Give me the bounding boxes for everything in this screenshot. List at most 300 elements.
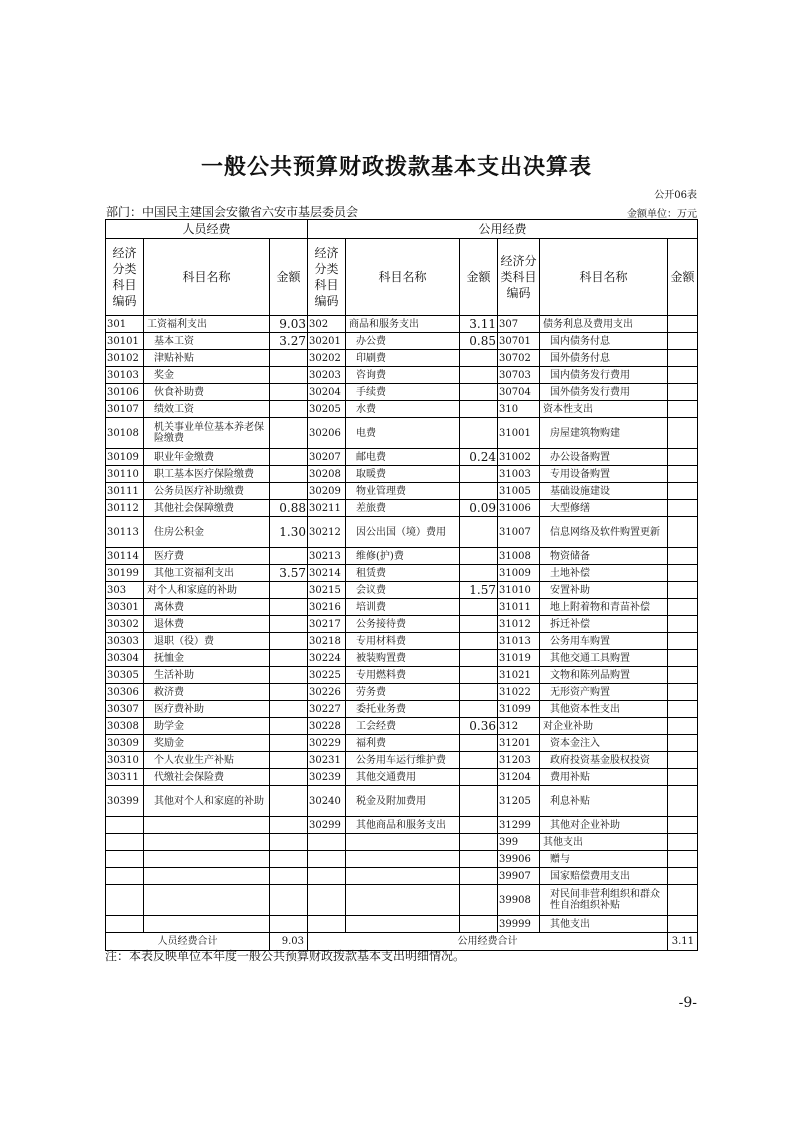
table-row: [106, 633, 698, 650]
item-name-cell: 公务接待费: [346, 616, 460, 633]
amount-cell: [668, 834, 698, 851]
table-row: [106, 500, 698, 517]
item-name-cell: 专用燃料费: [346, 667, 460, 684]
item-name-cell: 咨询费: [346, 367, 460, 384]
table-row: [106, 667, 698, 684]
item-name-cell: 委托业务费: [346, 701, 460, 718]
amount-cell: [270, 701, 308, 718]
economic-code-cell: 303: [106, 582, 144, 599]
economic-code-cell: 30216: [308, 599, 346, 616]
amount-cell: 0.24: [460, 449, 498, 466]
economic-code-cell: 30311: [106, 769, 144, 786]
table-row: [106, 851, 698, 868]
economic-code-cell: 399: [498, 834, 540, 851]
economic-code-cell: 30214: [308, 565, 346, 582]
amount-cell: [668, 868, 698, 885]
amount-cell: [668, 350, 698, 367]
amount-cell: [460, 701, 498, 718]
economic-code-cell: 31205: [498, 786, 540, 817]
table-row: [106, 548, 698, 565]
economic-code-cell: 30207: [308, 449, 346, 466]
item-name-cell: 专用材料费: [346, 633, 460, 650]
table-row: [106, 752, 698, 769]
economic-code-cell: [308, 851, 346, 868]
amount-cell: [668, 616, 698, 633]
economic-code-cell: 302: [308, 316, 346, 333]
table-row: [106, 333, 698, 350]
economic-code-cell: 31012: [498, 616, 540, 633]
economic-code-cell: 30205: [308, 401, 346, 418]
amount-cell: [460, 565, 498, 582]
economic-code-cell: 30101: [106, 333, 144, 350]
form-code: 公开06表: [654, 190, 697, 201]
item-name-cell: 公务员医疗补助缴费: [144, 483, 270, 500]
item-name-cell: 债务利息及费用支出: [540, 316, 668, 333]
item-name-cell: 利息补贴: [540, 786, 668, 817]
amount-cell: [270, 684, 308, 701]
item-name-cell: 对民间非营利组织和群众性自治组织补贴: [540, 885, 668, 916]
amount-cell: [668, 401, 698, 418]
amount-cell: [270, 466, 308, 483]
table-row: [106, 868, 698, 885]
economic-code-cell: 39908: [498, 885, 540, 916]
item-name-cell: [144, 916, 270, 933]
amount-cell: 3.57: [270, 565, 308, 582]
item-name-cell: 赠与: [540, 851, 668, 868]
economic-code-cell: 31008: [498, 548, 540, 565]
amount-cell: [460, 817, 498, 834]
economic-code-cell: 301: [106, 316, 144, 333]
amount-cell: [270, 401, 308, 418]
table-row: [106, 916, 698, 933]
item-name-cell: 维修(护)费: [346, 548, 460, 565]
economic-code-cell: [308, 834, 346, 851]
amount-cell: [668, 418, 698, 449]
amount-cell: [668, 718, 698, 735]
economic-code-cell: 30225: [308, 667, 346, 684]
amount-cell: 1.30: [270, 517, 308, 548]
item-name-cell: 办公设备购置: [540, 449, 668, 466]
item-name-cell: 电费: [346, 418, 460, 449]
amount-cell: [460, 466, 498, 483]
personnel-total-label: 人员经费合计: [106, 933, 270, 951]
table-row: [106, 650, 698, 667]
economic-code-cell: 307: [498, 316, 540, 333]
item-name-cell: 国家赔偿费用支出: [540, 868, 668, 885]
amount-cell: [668, 466, 698, 483]
item-name-cell: 对企业补助: [540, 718, 668, 735]
economic-code-cell: 30303: [106, 633, 144, 650]
item-name-cell: 国外债务发行费用: [540, 384, 668, 401]
amount-cell: [270, 916, 308, 933]
item-name-cell: 住房公积金: [144, 517, 270, 548]
item-name-cell: 物业管理费: [346, 483, 460, 500]
amount-cell: [270, 817, 308, 834]
item-name-cell: 奖金: [144, 367, 270, 384]
table-row: [106, 401, 698, 418]
table-row: [106, 735, 698, 752]
unit-label: 金额单位：万元: [627, 209, 697, 220]
amount-cell: [668, 752, 698, 769]
item-name-cell: 拆迁补偿: [540, 616, 668, 633]
amount-cell: [270, 735, 308, 752]
economic-code-cell: 30199: [106, 565, 144, 582]
economic-code-cell: 31002: [498, 449, 540, 466]
economic-code-cell: 30209: [308, 483, 346, 500]
item-name-cell: 办公费: [346, 333, 460, 350]
economic-code-cell: 30201: [308, 333, 346, 350]
item-name-cell: 其他资本性支出: [540, 701, 668, 718]
item-name-cell: 其他对企业补助: [540, 817, 668, 834]
economic-code-cell: 30111: [106, 483, 144, 500]
item-name-cell: 费用补贴: [540, 769, 668, 786]
amount-cell: [270, 834, 308, 851]
economic-code-cell: 30701: [498, 333, 540, 350]
amount-cell: [270, 885, 308, 916]
economic-code-cell: [106, 885, 144, 916]
item-name-cell: 其他社会保障缴费: [144, 500, 270, 517]
item-name-cell: 文物和陈列品购置: [540, 667, 668, 684]
economic-code-cell: 30399: [106, 786, 144, 817]
item-name-cell: 职工基本医疗保险缴费: [144, 466, 270, 483]
amount-cell: [668, 650, 698, 667]
economic-code-cell: [106, 817, 144, 834]
amount-cell: [460, 786, 498, 817]
economic-code-cell: 30109: [106, 449, 144, 466]
amount-cell: 0.85: [460, 333, 498, 350]
item-name-cell: 公务用车运行维护费: [346, 752, 460, 769]
name-col-header: 科目名称: [144, 239, 270, 316]
item-name-cell: 医疗费补助: [144, 701, 270, 718]
economic-code-cell: 30106: [106, 384, 144, 401]
item-name-cell: 退休费: [144, 616, 270, 633]
economic-code-cell: 30226: [308, 684, 346, 701]
amount-cell: [270, 483, 308, 500]
amount-cell: [460, 684, 498, 701]
amount-cell: [460, 367, 498, 384]
amount-cell: [668, 500, 698, 517]
economic-code-cell: 30240: [308, 786, 346, 817]
table-row: [106, 616, 698, 633]
economic-code-cell: 30202: [308, 350, 346, 367]
amount-cell: [460, 418, 498, 449]
item-name-cell: 房屋建筑物购建: [540, 418, 668, 449]
economic-code-cell: 30218: [308, 633, 346, 650]
amount-cell: [270, 582, 308, 599]
item-name-cell: 印刷费: [346, 350, 460, 367]
amount-cell: [668, 548, 698, 565]
amount-cell: [460, 650, 498, 667]
economic-code-cell: [106, 916, 144, 933]
item-name-cell: 医疗费: [144, 548, 270, 565]
name-col-header: 科目名称: [346, 239, 460, 316]
economic-code-cell: 31003: [498, 466, 540, 483]
table-row: [106, 769, 698, 786]
amount-cell: 9.03: [270, 316, 308, 333]
economic-code-cell: 30208: [308, 466, 346, 483]
economic-code-cell: 31001: [498, 418, 540, 449]
table-row: [106, 449, 698, 466]
amount-cell: [668, 701, 698, 718]
amount-cell: [460, 616, 498, 633]
economic-code-cell: 31005: [498, 483, 540, 500]
item-name-cell: 工资福利支出: [144, 316, 270, 333]
table-row: [106, 384, 698, 401]
economic-code-cell: 30704: [498, 384, 540, 401]
economic-code-cell: 31299: [498, 817, 540, 834]
item-name-cell: [144, 868, 270, 885]
economic-code-cell: 30110: [106, 466, 144, 483]
item-name-cell: 代缴社会保险费: [144, 769, 270, 786]
table-row: [106, 316, 698, 333]
economic-code-cell: 30304: [106, 650, 144, 667]
item-name-cell: 奖励金: [144, 735, 270, 752]
economic-code-cell: 30103: [106, 367, 144, 384]
amount-cell: [270, 633, 308, 650]
item-name-cell: 对个人和家庭的补助: [144, 582, 270, 599]
amount-cell: [270, 384, 308, 401]
public-total-label: 公用经费合计: [308, 933, 668, 951]
economic-code-cell: 31007: [498, 517, 540, 548]
code-col-header: 经济分类科目编码: [308, 239, 346, 316]
amount-cell: [668, 367, 698, 384]
economic-code-cell: 31019: [498, 650, 540, 667]
item-name-cell: 资本性支出: [540, 401, 668, 418]
economic-code-cell: 312: [498, 718, 540, 735]
economic-code-cell: 31201: [498, 735, 540, 752]
item-name-cell: 土地补偿: [540, 565, 668, 582]
item-name-cell: [144, 834, 270, 851]
table-row: [106, 599, 698, 616]
amount-cell: [460, 384, 498, 401]
amount-cell: [270, 616, 308, 633]
item-name-cell: 救济费: [144, 684, 270, 701]
table-row: [106, 684, 698, 701]
table-row: [106, 885, 698, 916]
amount-cell: [460, 548, 498, 565]
amount-col-header: 金额: [460, 239, 498, 316]
economic-code-cell: 30308: [106, 718, 144, 735]
item-name-cell: 租赁费: [346, 565, 460, 582]
economic-code-cell: [106, 851, 144, 868]
amount-cell: [270, 650, 308, 667]
amount-cell: [668, 333, 698, 350]
amount-cell: [460, 735, 498, 752]
amount-cell: [668, 851, 698, 868]
economic-code-cell: [106, 868, 144, 885]
item-name-cell: 差旅费: [346, 500, 460, 517]
economic-code-cell: 30206: [308, 418, 346, 449]
amount-cell: [270, 548, 308, 565]
table-row: [106, 466, 698, 483]
economic-code-cell: 30703: [498, 367, 540, 384]
item-name-cell: 安置补助: [540, 582, 668, 599]
table-row: [106, 517, 698, 548]
amount-cell: [460, 517, 498, 548]
economic-code-cell: [308, 916, 346, 933]
economic-code-cell: 31013: [498, 633, 540, 650]
item-name-cell: 劳务费: [346, 684, 460, 701]
page-number: -9-: [678, 995, 697, 1011]
table-row: [106, 786, 698, 817]
item-name-cell: 抚恤金: [144, 650, 270, 667]
economic-code-cell: [106, 834, 144, 851]
economic-code-cell: 30113: [106, 517, 144, 548]
amount-cell: [668, 633, 698, 650]
economic-code-cell: 31204: [498, 769, 540, 786]
public-header: 公用经费: [308, 220, 698, 239]
amount-cell: [668, 582, 698, 599]
economic-code-cell: [308, 885, 346, 916]
amount-cell: [270, 851, 308, 868]
amount-cell: [460, 885, 498, 916]
table-row: [106, 350, 698, 367]
item-name-cell: 商品和服务支出: [346, 316, 460, 333]
name-col-header: 科目名称: [540, 239, 668, 316]
item-name-cell: 手续费: [346, 384, 460, 401]
item-name-cell: 基本工资: [144, 333, 270, 350]
amount-cell: [668, 817, 698, 834]
item-name-cell: 离休费: [144, 599, 270, 616]
item-name-cell: 专用设备购置: [540, 466, 668, 483]
economic-code-cell: 30305: [106, 667, 144, 684]
personnel-total-amount: 9.03: [270, 933, 308, 951]
table-row: [106, 582, 698, 599]
amount-cell: [460, 769, 498, 786]
amount-col-header: 金额: [668, 239, 698, 316]
item-name-cell: 政府投资基金股权投资: [540, 752, 668, 769]
item-name-cell: 津贴补贴: [144, 350, 270, 367]
economic-code-cell: 30231: [308, 752, 346, 769]
economic-code-cell: 31010: [498, 582, 540, 599]
footnote: 注：本表反映单位本年度一般公共预算财政拨款基本支出明细情况。: [105, 949, 466, 963]
amount-cell: [460, 851, 498, 868]
item-name-cell: 其他支出: [540, 916, 668, 933]
economic-code-cell: 31203: [498, 752, 540, 769]
economic-code-cell: 39906: [498, 851, 540, 868]
amount-cell: [668, 735, 698, 752]
table-body: [106, 316, 698, 933]
amount-cell: [460, 633, 498, 650]
item-name-cell: 无形资产购置: [540, 684, 668, 701]
economic-code-cell: 30211: [308, 500, 346, 517]
personnel-header: 人员经费: [106, 220, 308, 239]
amount-cell: [460, 916, 498, 933]
economic-code-cell: 31006: [498, 500, 540, 517]
amount-cell: 1.57: [460, 582, 498, 599]
department-label: 部门：中国民主建国会安徽省六安市基层委员会: [106, 205, 359, 219]
item-name-cell: 国外债务付息: [540, 350, 668, 367]
economic-code-cell: 30215: [308, 582, 346, 599]
amount-cell: [270, 868, 308, 885]
economic-code-cell: 31022: [498, 684, 540, 701]
item-name-cell: 被装购置费: [346, 650, 460, 667]
item-name-cell: 资本金注入: [540, 735, 668, 752]
item-name-cell: 其他对个人和家庭的补助: [144, 786, 270, 817]
amount-cell: [668, 449, 698, 466]
economic-code-cell: 30310: [106, 752, 144, 769]
amount-cell: 0.88: [270, 500, 308, 517]
amount-cell: [270, 769, 308, 786]
page-title: 一般公共预算财政拨款基本支出决算表: [200, 155, 592, 180]
amount-cell: [668, 316, 698, 333]
amount-cell: [270, 599, 308, 616]
amount-col-header: 金额: [270, 239, 308, 316]
economic-code-cell: 30112: [106, 500, 144, 517]
table-row: [106, 701, 698, 718]
item-name-cell: 生活补助: [144, 667, 270, 684]
amount-cell: [270, 418, 308, 449]
amount-cell: [270, 449, 308, 466]
economic-code-cell: 30108: [106, 418, 144, 449]
economic-code-cell: 30299: [308, 817, 346, 834]
amount-cell: [460, 599, 498, 616]
economic-code-cell: 39907: [498, 868, 540, 885]
item-name-cell: 其他交通费用: [346, 769, 460, 786]
item-name-cell: 国内债务付息: [540, 333, 668, 350]
amount-cell: [668, 565, 698, 582]
table-row: [106, 418, 698, 449]
item-name-cell: 伙食补助费: [144, 384, 270, 401]
amount-cell: [668, 384, 698, 401]
amount-cell: [460, 483, 498, 500]
amount-cell: [668, 916, 698, 933]
amount-cell: [270, 367, 308, 384]
amount-cell: [668, 769, 698, 786]
table-row: [106, 834, 698, 851]
economic-code-cell: 30301: [106, 599, 144, 616]
item-name-cell: 信息网络及软件购置更新: [540, 517, 668, 548]
amount-cell: [668, 885, 698, 916]
amount-cell: [668, 483, 698, 500]
economic-code-cell: [308, 868, 346, 885]
item-name-cell: 福利费: [346, 735, 460, 752]
item-name-cell: [346, 868, 460, 885]
item-name-cell: 国内债务发行费用: [540, 367, 668, 384]
item-name-cell: 工会经费: [346, 718, 460, 735]
item-name-cell: 其他商品和服务支出: [346, 817, 460, 834]
economic-code-cell: 30306: [106, 684, 144, 701]
economic-code-cell: 30227: [308, 701, 346, 718]
economic-code-cell: 31011: [498, 599, 540, 616]
economic-code-cell: 31009: [498, 565, 540, 582]
item-name-cell: 培训费: [346, 599, 460, 616]
item-name-cell: 水费: [346, 401, 460, 418]
amount-cell: [668, 599, 698, 616]
amount-cell: [270, 786, 308, 817]
item-name-cell: [346, 834, 460, 851]
item-name-cell: 其他支出: [540, 834, 668, 851]
amount-cell: [460, 752, 498, 769]
economic-code-cell: 31099: [498, 701, 540, 718]
economic-code-cell: 30102: [106, 350, 144, 367]
item-name-cell: 助学金: [144, 718, 270, 735]
amount-cell: [460, 401, 498, 418]
item-name-cell: 机关事业单位基本养老保险缴费: [144, 418, 270, 449]
item-name-cell: 其他交通工具购置: [540, 650, 668, 667]
economic-code-cell: 30229: [308, 735, 346, 752]
amount-cell: [270, 350, 308, 367]
economic-code-cell: 30212: [308, 517, 346, 548]
item-name-cell: 因公出国（境）费用: [346, 517, 460, 548]
economic-code-cell: 30217: [308, 616, 346, 633]
economic-code-cell: 30107: [106, 401, 144, 418]
item-name-cell: 基础设施建设: [540, 483, 668, 500]
economic-code-cell: 30302: [106, 616, 144, 633]
public-total-amount: 3.11: [668, 933, 698, 951]
item-name-cell: 地上附着物和青苗补偿: [540, 599, 668, 616]
amount-cell: [270, 667, 308, 684]
